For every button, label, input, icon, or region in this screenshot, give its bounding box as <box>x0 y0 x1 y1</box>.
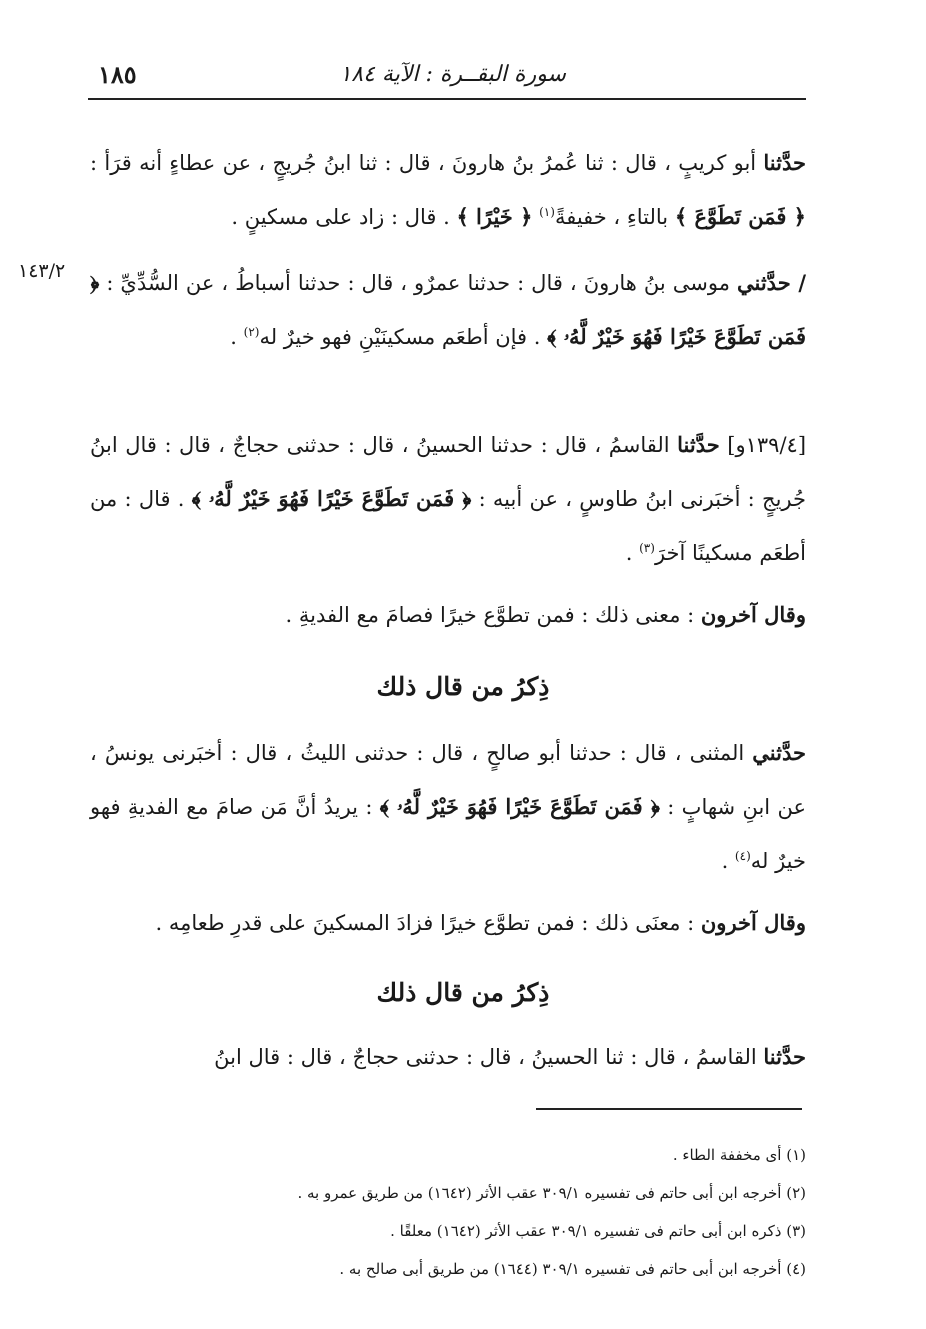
paragraph-lead: حدَّثني <box>752 740 806 765</box>
paragraph-text: . <box>230 325 244 349</box>
paragraph-text: القاسمُ ، قال : حدثنا الحسينُ ، قال : حدثنى حجاجٌ ، قال : قال ابنُ جُريجٍ : أخبَرنى ابنُ طاوسٍ ، عن أبيه : <box>90 433 806 511</box>
paragraph-text: أبو كريبٍ ، قال : ثنا عُمرُ بنُ هارونَ ، قال : ثنا ابنُ جُريجٍ ، عن عطاءٍ أنه قرَأ : <box>90 151 764 175</box>
paragraph-3 <box>90 418 806 580</box>
paragraph-text: بالتاءِ ، خفيفةً <box>554 205 675 229</box>
paragraph-text: المثنى ، قال : حدثنا أبو صالحٍ ، قال : حدثنى الليثُ ، قال : أخبَرنى يونسُ ، عن ابنِ شهابٍ : <box>90 741 806 819</box>
quran-quote: ﴿ فَمَن تَطَوَّعَ خَيْرًا فَهُوَ خَيْرٌ لَّهُۥ ﴾ <box>379 794 660 819</box>
footnote-marker: (٣) <box>639 541 655 555</box>
paragraph-text: موسى بنُ هارونَ ، قال : حدثنا عمرٌو ، قال : حدثنا أسباطُ ، عن السُّدِّيِّ : <box>99 271 737 295</box>
section-heading: ذِكرُ من قال ذلك <box>376 978 550 1007</box>
footnote-marker: (٢) <box>243 325 260 339</box>
paragraph-2 <box>90 256 806 364</box>
paragraph-lead: حدَّثنا <box>677 432 720 457</box>
paragraph-lead: حدَّثنا <box>763 150 806 175</box>
footnotes <box>90 1136 806 1288</box>
paragraph-text: : معنَى ذلك : فمن تطوَّع خيرًا فزادَ المسكينَ على قدرِ طعامِه . <box>155 911 701 935</box>
footnote-marker: (٤) <box>734 849 751 863</box>
manuscript-ref: [١٣٩/٤و] <box>719 433 807 457</box>
paragraph-lead: / حدَّثني <box>736 270 807 295</box>
quran-quote: ﴿ خَيْرًا ﴾ <box>456 204 533 229</box>
paragraph-text: : يريدُ أنَّ مَن صامَ مع الفديةِ فهو خيرٌ له <box>90 795 806 873</box>
paragraph-lead: وقال آخرون <box>700 602 806 627</box>
page-number: ١٨٥ <box>98 60 137 89</box>
paragraph-lead: وقال آخرون <box>700 910 806 935</box>
section-heading: ذِكرُ من قال ذلك <box>376 672 550 701</box>
paragraph-1 <box>90 136 806 244</box>
page-header <box>88 58 806 100</box>
paragraph-6 <box>90 896 806 950</box>
running-title: سورة البقــرة : الآية ١٨٤ <box>339 62 566 87</box>
paragraph-text: . قال : من أطعَم مسكينًا آخرَ <box>90 487 806 565</box>
footnote-1: (١) أى مخففة الطاء . <box>672 1146 806 1164</box>
paragraph-text: . قال : زاد على مسكينٍ . <box>231 205 457 229</box>
paragraph-7 <box>90 1030 806 1084</box>
footnote-2: (٢) أخرجه ابن أبى حاتم فى تفسيره ٣٠٩/١ عقب الأثر (١٦٤٢) من طريق عمرو به . <box>297 1184 806 1202</box>
footnote-3: (٣) ذكره ابن أبى حاتم فى تفسيره ٣٠٩/١ عقب الأثر (١٦٤٢) معلقًا . <box>390 1222 806 1240</box>
paragraph-text: . فإن أطعَم مسكينَيْنِ فهو خيرٌ له <box>259 325 548 349</box>
footnote-marker: (١) <box>539 205 555 219</box>
quran-quote: ﴿ فَمَن تَطَوَّعَ ﴾ <box>674 204 806 229</box>
paragraph-text: . <box>625 541 640 565</box>
paragraph-text: . <box>721 849 735 873</box>
paragraph-lead: حدَّثنا <box>763 1044 806 1069</box>
quran-quote: ﴿ فَمَن تَطَوَّعَ خَيْرًا فَهُوَ خَيْرٌ لَّهُۥ ﴾ <box>191 486 472 511</box>
quran-quote: ﴿ فَمَن تَطَوَّعَ خَيْرًا فَهُوَ خَيْرٌ لَّهُۥ ﴾ <box>90 270 806 349</box>
footnote-4: (٤) أخرجه ابن أبى حاتم فى تفسيره ٣٠٩/١ (١٦٤٤) من طريق أبى صالح به . <box>339 1260 806 1278</box>
paragraph-4 <box>90 588 806 642</box>
paragraph-text: : معنى ذلك : فمن تطوَّع خيرًا فصامَ مع الفديةِ . <box>285 603 701 627</box>
paragraph-5 <box>90 726 806 888</box>
margin-reference: ١٤٣/٢ <box>18 260 66 282</box>
footnote-rule <box>536 1108 802 1110</box>
paragraph-text: القاسمُ ، قال : ثنا الحسينُ ، قال : حدثنى حجاجٌ ، قال : قال ابنُ <box>214 1045 764 1069</box>
